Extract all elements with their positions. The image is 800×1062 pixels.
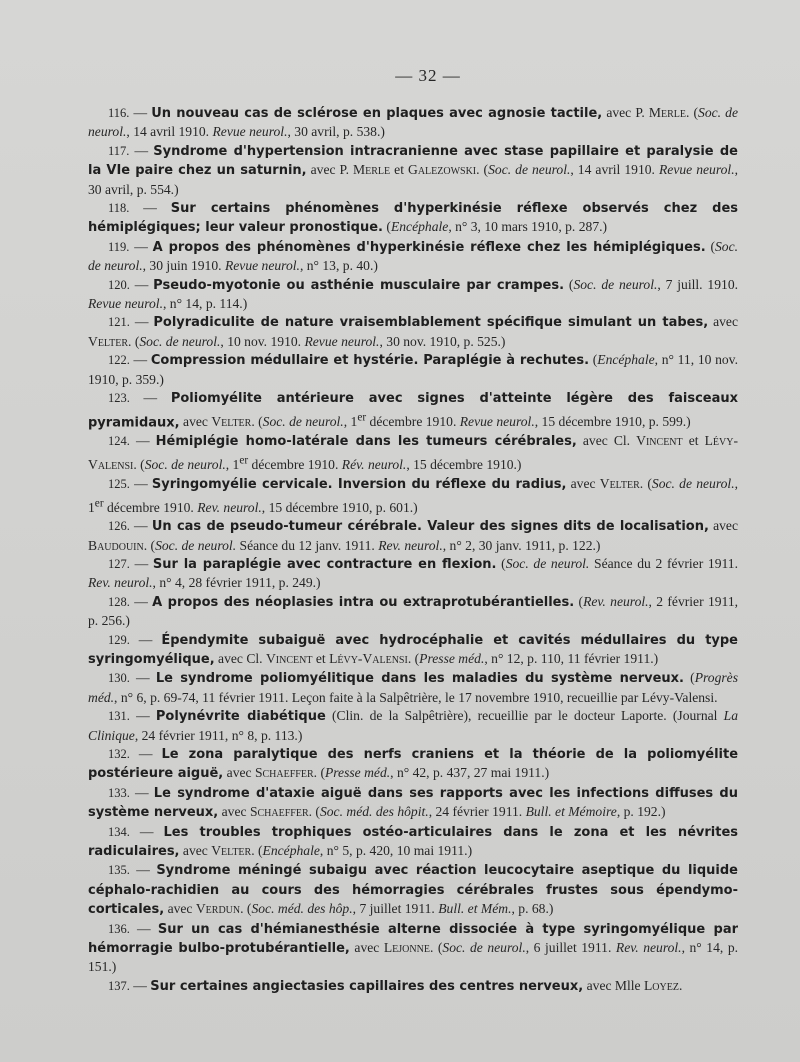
entry-reference: avec Verdun. (Soc. méd. des hôp., 7 juillet 1911. Bull. et Mém., p. 68.) <box>167 901 554 917</box>
entry-number: 122. <box>108 353 130 368</box>
entry-title: Le zona paralytique des nerfs craniens et la théorie de la poliomyélite postérieure aiguë, <box>88 747 739 782</box>
entry-number: 123. <box>108 391 130 406</box>
entry-title: A propos des néoplasies intra ou extraprotubérantielles. <box>152 594 575 610</box>
bibliography-entry: 117. — Syndrome d'hypertension intracranienne avec stase papillaire et paralysie de la VIe paire chez un saturnin, avec P. Merle et Galezowski. (Soc. de neurol., 14 avril 1910. Revue neurol., 30 avril, p. 554.) <box>88 142 738 197</box>
entry-number: 128. <box>108 594 130 609</box>
entry-number: 133. <box>108 785 130 800</box>
bibliography-entry: 131. — Polynévrite diabétique (Clin. de la Salpêtrière), recueillie par le docteur Laporte. (Journal La Clinique, 24 février 1911, n° 8, p. 113.) <box>88 708 738 743</box>
entry-reference: avec Schaeffer. (Soc. méd. des hôpit., 24 février 1911. Bull. et Mémoire, p. 192.) <box>221 804 666 820</box>
entry-reference: (Rev. neurol., 2 février 1911, p. 256.) <box>88 593 739 629</box>
entry-number: 134. <box>108 824 130 839</box>
entry-reference: (Progrès méd., n° 6, p. 69-74, 11 février 1911. Leçon faite à la Salpêtrière, le 17 novembre 1910, recueillie par Lévy-Valensi. <box>88 670 738 705</box>
entry-number: 121. <box>108 315 130 330</box>
entry-reference: avec Cl. Vincent et Lévy-Valensi. (Presse méd., n° 12, p. 110, 11 février 1911.) <box>218 650 659 666</box>
entry-number: 130. <box>108 671 130 686</box>
page-number: — 32 — <box>395 66 461 85</box>
bibliography-entry: 127. — Sur la paraplégie avec contracture en flexion. (Soc. de neurol. Séance du 2 février 1911. Rev. neurol., n° 4, 28 février 1911, p. 249.) <box>88 555 738 591</box>
entry-reference: avec Baudouin. (Soc. de neurol. Séance du 12 janv. 1911. Rev. neurol., n° 2, 30 janv. 1911, p. 122.) <box>88 518 738 553</box>
entry-number: 118. <box>108 201 130 216</box>
entry-title: Sur certains phénomènes d'hyperkinésie réflexe observés chez des hémiplégiques; leur valeur pronostique. <box>88 201 739 236</box>
entry-reference: avec P. Merle et Galezowski. (Soc. de neurol., 14 avril 1910. Revue neurol., 30 avril, p. 554.) <box>88 162 738 197</box>
bibliography-entry: 125. — Syringomyélie cervicale. Inversion du réflexe du radius, avec Velter. (Soc. de neurol., 1er décembre 1910. Rev. neurol., 15 décembre 1910, p. 601.) <box>88 475 739 515</box>
entry-reference: avec Cl. Vincent et Lévy-Valensi. (Soc. de neurol., 1er décembre 1910. Rév. neurol., 15 décembre 1910.) <box>88 433 738 473</box>
bibliography-entry: 119. — A propos des phénomènes d'hyperkinésie réflexe chez les hémiplégiques. (Soc. de neurol., 30 juin 1910. Revue neurol., n° 13, p. 40.) <box>88 238 738 274</box>
entry-number: 131. <box>108 709 130 724</box>
entry-reference: (Soc. de neurol., 7 juill. 1910. Revue neurol., n° 14, p. 114.) <box>88 276 739 312</box>
entry-title: Polyradiculite de nature vraisemblablement spécifique simulant un tabes, <box>153 315 709 331</box>
entry-number: 137. <box>108 978 130 993</box>
bibliography-entry: 133. — Le syndrome d'ataxie aiguë dans ses rapports avec les infections diffuses du système nerveux, avec Schaeffer. (Soc. méd. des hôpit., 24 février 1911. Bull. et Mémoire, p. 192.) <box>88 784 738 821</box>
entry-reference: avec Schaeffer. (Presse méd., n° 42, p. 437, 27 mai 1911.) <box>226 765 550 781</box>
entry-number: 126. <box>108 519 130 534</box>
bibliography-entry: 124. — Hémiplégie homo-latérale dans les tumeurs cérébrales, avec Cl. Vincent et Lévy-Valensi. (Soc. de neurol., 1er décembre 1910. Rév. neurol., 15 décembre 1910.) <box>88 433 738 473</box>
bibliography-entry: 137. — Sur certaines angiectasies capillaires des centres nerveux, avec Mlle Loyez. <box>108 977 683 994</box>
entry-number: 117. <box>108 143 130 158</box>
entry-title: Syndrome d'hypertension intracranienne avec stase papillaire et paralysie de la VIe paire chez un saturnin, <box>88 143 738 179</box>
entry-number: 129. <box>108 632 130 647</box>
bibliography-entry: 129. — Épendymite subaiguë avec hydrocéphalie et cavités médullaires du type syringomyélique, avec Cl. Vincent et Lévy-Valensi. (Presse méd., n° 12, p. 110, 11 février 1911.) <box>88 631 738 667</box>
entry-title: Sur un cas d'hémianesthésie alterne dissociée à type syringomyélique par hémorragie bulbo-protubérantielle, <box>88 921 739 957</box>
entry-title: Hémiplégie homo-latérale dans les tumeurs cérébrales, <box>155 434 577 450</box>
entry-number: 116. <box>108 106 130 120</box>
bibliography-entry: 123. — Poliomyélite antérieure avec signes d'atteinte légère des faisceaux pyramidaux, avec Velter. (Soc. de neurol., 1er décembre 1910. Revue neurol., 15 décembre 1910, p. 599.) <box>88 390 739 431</box>
bibliography-entry: 134. — Les troubles trophiques ostéo-articulaires dans le zona et les névrites radiculaires, avec Velter. (Encéphale, n° 5, p. 420, 10 mai 1911.) <box>88 823 738 860</box>
bibliography-entry: 120. — Pseudo-myotonie ou asthénie musculaire par crampes. (Soc. de neurol., 7 juill. 1910. Revue neurol., n° 14, p. 114.) <box>88 276 739 312</box>
bibliography-entry: 118. — Sur certains phénomènes d'hyperkinésie réflexe observés chez des hémiplégiques; leur valeur pronostique. (Encéphale, n° 3, 10 mars 1910, p. 287.) <box>88 200 739 236</box>
entry-number: 132. <box>108 747 130 761</box>
entry-title: Le syndrome d'ataxie aiguë dans ses rapports avec les infections diffuses du système nerveux, <box>88 785 738 821</box>
entry-title: Le syndrome poliomyélitique dans les maladies du système nerveux. <box>155 671 684 687</box>
bibliography-entry: 128. — A propos des néoplasies intra ou extraprotubérantielles. (Rev. neurol., 2 février 1911, p. 256.) <box>88 593 739 629</box>
entry-title: Syndrome méningé subaigu avec réaction leucocytaire aseptique du liquide céphalo-rachidien au cours des hémorragies cérébrales frustes sous épendymo-corticales, <box>88 863 738 918</box>
entry-reference: (Encéphale, n° 11, 10 nov. 1910, p. 359.) <box>88 352 738 387</box>
entry-number: 135. <box>108 863 130 878</box>
entry-number: 127. <box>108 556 130 571</box>
entry-reference: (Soc. de neurol., 30 juin 1910. Revue neurol., n° 13, p. 40.) <box>88 238 738 274</box>
entry-reference: avec Velter. (Soc. de neurol., 1er décembre 1910. Revue neurol., 15 décembre 1910, p. 599.) <box>183 411 691 430</box>
entry-reference: avec Velter. (Soc. de neurol., 1er décembre 1910. Rev. neurol., 15 décembre 1910, p. 601.) <box>88 475 739 515</box>
entry-title: Sur certaines angiectasies capillaires des centres nerveux, <box>150 978 584 994</box>
entry-reference: avec Lejonne. (Soc. de neurol., 6 juillet 1911. Rev. neurol., n° 14, p. 151.) <box>88 940 739 975</box>
bibliography-list <box>88 104 738 996</box>
entry-title: Un cas de pseudo-tumeur cérébrale. Valeur des signes dits de localisation, <box>151 519 709 535</box>
entry-reference: avec Velter. (Soc. de neurol., 10 nov. 1910. Revue neurol., 30 nov. 1910, p. 525.) <box>88 314 738 349</box>
entry-reference: avec P. Merle. (Soc. de neurol., 14 avril 1910. Revue neurol., 30 avril, p. 538.) <box>88 105 738 140</box>
entry-title: Sur la paraplégie avec contracture en flexion. <box>152 556 497 572</box>
bibliography-entry: 136. — Sur un cas d'hémianesthésie alterne dissociée à type syringomyélique par hémorragie bulbo-protubérantielle, avec Lejonne. (Soc. de neurol., 6 juillet 1911. Rev. neurol., n° 14, p. 151.) <box>88 920 739 975</box>
entry-title: Compression médullaire et hystérie. Paraplégie à rechutes. <box>150 353 590 369</box>
entry-reference: (Clin. de la Salpêtrière), recueillie par le docteur Laporte. (Journal La Clinique, 24 février 1911, n° 8, p. 113.) <box>88 708 738 743</box>
entry-title: Un nouveau cas de sclérose en plaques avec agnosie tactile, <box>151 106 603 121</box>
bibliography-entry: 132. — Le zona paralytique des nerfs craniens et la théorie de la poliomyélite postérieure aiguë, avec Schaeffer. (Presse méd., n° 42, p. 437, 27 mai 1911.) <box>88 746 739 782</box>
entry-title: Épendymite subaiguë avec hydrocéphalie et cavités médullaires du type syringomyélique, <box>88 632 738 667</box>
entry-title: Poliomyélite antérieure avec signes d'atteinte légère des faisceaux pyramidaux, <box>88 391 739 431</box>
entry-reference: (Soc. de neurol. Séance du 2 février 1911. Rev. neurol., n° 4, 28 février 1911, p. 249.) <box>88 555 738 591</box>
bibliography-entry: 122. — Compression médullaire et hystérie. Paraplégie à rechutes. (Encéphale, n° 11, 10 nov. 1910, p. 359.) <box>88 352 738 387</box>
entry-reference: (Encéphale, n° 3, 10 mars 1910, p. 287.) <box>386 219 608 235</box>
entry-reference: avec Velter. (Encéphale, n° 5, p. 420, 10 mai 1911.) <box>182 843 473 859</box>
entry-number: 124. <box>108 434 130 449</box>
entry-title: A propos des phénomènes d'hyperkinésie réflexe chez les hémiplégiques. <box>152 239 706 255</box>
entry-reference: avec Mlle Loyez. <box>586 977 683 993</box>
entry-title: Les troubles trophiques ostéo-articulaires dans le zona et les névrites radiculaires, <box>88 824 738 860</box>
entry-title: Polynévrite diabétique <box>155 709 326 725</box>
bibliography-entry: 135. — Syndrome méningé subaigu avec réaction leucocytaire aseptique du liquide céphalo-rachidien au cours des hémorragies cérébrales frustes sous épendymo-corticales, avec Verdun. (Soc. méd. des hôp., 7 juillet 1911. Bull. et Mém., p. 68.) <box>88 862 738 918</box>
bibliography-entry: 121. — Polyradiculite de nature vraisemblablement spécifique simulant un tabes, avec Velter. (Soc. de neurol., 10 nov. 1910. Revue neurol., 30 nov. 1910, p. 525.) <box>88 314 738 349</box>
bibliography-entry: 130. — Le syndrome poliomyélitique dans les maladies du système nerveux. (Progrès méd., n° 6, p. 69-74, 11 février 1911. Leçon faite à la Salpêtrière, le 17 novembre 1910, recueillie par Lévy-Valensi. <box>88 670 738 705</box>
entry-number: 136. <box>108 921 130 936</box>
entry-number: 125. <box>108 476 130 491</box>
bibliography-entry: 116. — Un nouveau cas de sclérose en plaques avec agnosie tactile, avec P. Merle. (Soc. de neurol., 14 avril 1910. Revue neurol., 30 avril, p. 538.) <box>88 105 738 140</box>
bibliography-entry: 126. — Un cas de pseudo-tumeur cérébrale. Valeur des signes dits de localisation, avec Baudouin. (Soc. de neurol. Séance du 12 janv. 1911. Rev. neurol., n° 2, 30 janv. 1911, p. 122.) <box>88 518 738 553</box>
entry-title: Syringomyélie cervicale. Inversion du réflexe du radius, <box>151 476 567 492</box>
entry-title: Pseudo-myotonie ou asthénie musculaire par crampes. <box>153 277 565 293</box>
entry-number: 120. <box>108 277 130 292</box>
entry-number: 119. <box>108 239 130 254</box>
